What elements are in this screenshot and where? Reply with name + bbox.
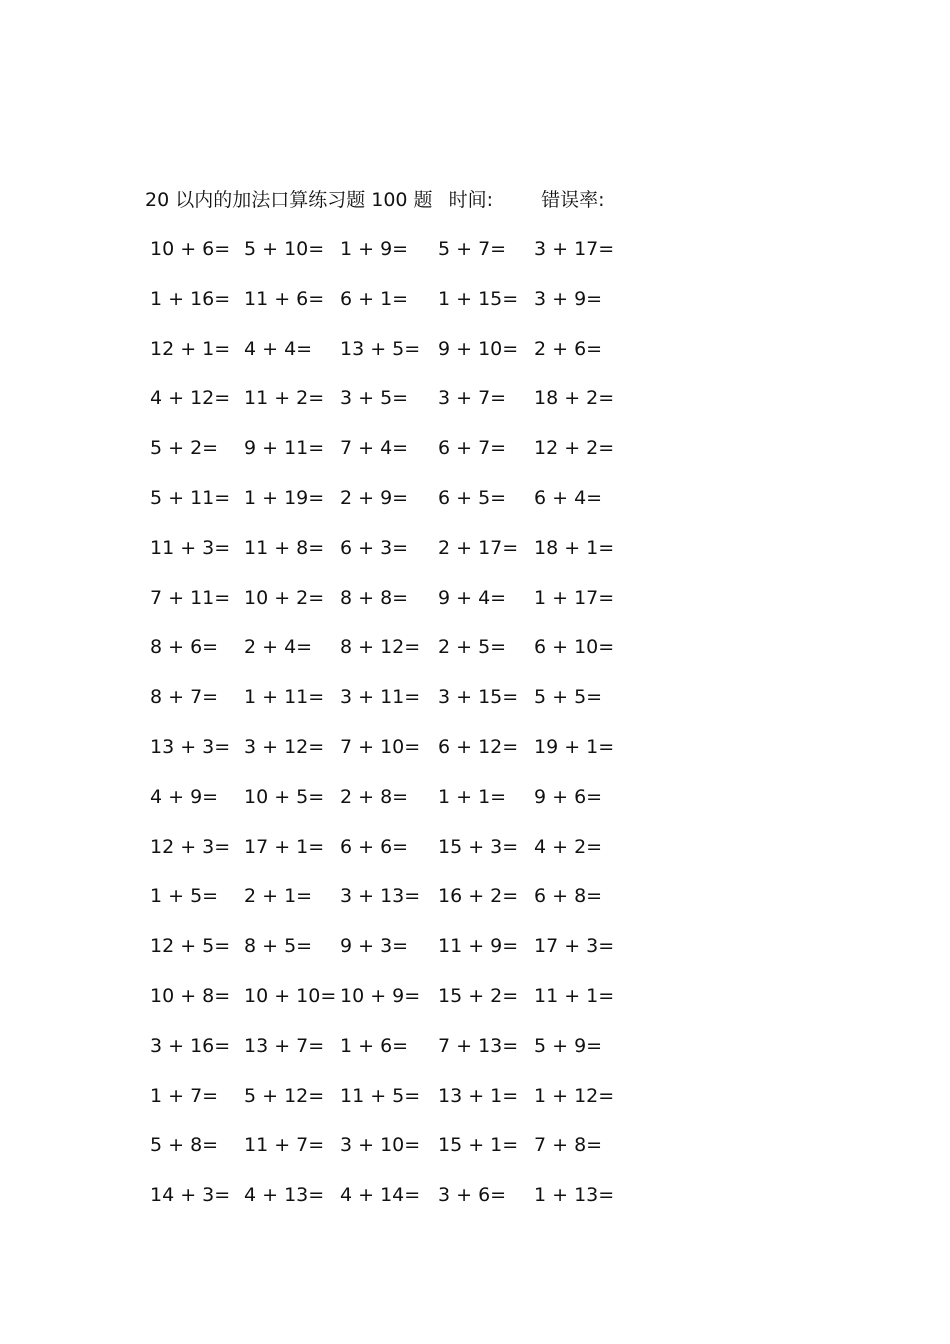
problem-row	[0, 634, 950, 684]
problem-item: 8 + 12=	[340, 636, 421, 659]
problem-item: 3 + 10=	[340, 1134, 421, 1157]
problem-item: 2 + 1=	[244, 885, 313, 908]
problem-item: 8 + 8=	[340, 586, 409, 609]
problem-item: 10 + 5=	[244, 785, 325, 808]
problem-row	[0, 734, 950, 784]
problem-item: 12 + 5=	[150, 935, 231, 958]
problem-item: 6 + 7=	[438, 437, 507, 460]
problem-row	[0, 883, 950, 933]
problem-item: 14 + 3=	[150, 1184, 231, 1207]
problem-item: 4 + 13=	[244, 1184, 325, 1207]
problem-item: 11 + 3=	[150, 536, 231, 559]
problem-item: 12 + 2=	[534, 437, 615, 460]
problem-item: 7 + 13=	[438, 1034, 519, 1057]
problem-item: 6 + 6=	[340, 835, 409, 858]
problem-row	[0, 585, 950, 635]
problem-item: 1 + 1=	[438, 785, 507, 808]
problem-row	[0, 1033, 950, 1083]
problem-item: 17 + 3=	[534, 935, 615, 958]
worksheet-header	[145, 186, 604, 214]
problem-item: 4 + 14=	[340, 1184, 421, 1207]
problem-item: 8 + 6=	[150, 636, 219, 659]
problem-item: 1 + 12=	[534, 1084, 615, 1107]
problem-item: 5 + 2=	[150, 437, 219, 460]
problem-item: 11 + 5=	[340, 1084, 421, 1107]
problem-item: 10 + 9=	[340, 984, 421, 1007]
problem-item: 6 + 10=	[534, 636, 615, 659]
problem-item: 3 + 17=	[534, 238, 615, 260]
problem-item: 1 + 15=	[438, 287, 519, 310]
problem-item: 10 + 2=	[244, 586, 325, 609]
problem-item: 13 + 3=	[150, 735, 231, 758]
problem-item: 11 + 1=	[534, 984, 615, 1007]
problem-item: 5 + 8=	[150, 1134, 219, 1157]
problem-row	[0, 435, 950, 485]
problem-item: 2 + 4=	[244, 636, 313, 659]
problem-item: 3 + 13=	[340, 885, 421, 908]
problem-item: 1 + 6=	[340, 1034, 409, 1057]
problem-item: 3 + 5=	[340, 387, 409, 410]
problem-item: 11 + 9=	[438, 935, 519, 958]
problem-item: 13 + 7=	[244, 1034, 325, 1057]
problem-item: 15 + 3=	[438, 835, 519, 858]
time-label: 时间:	[448, 189, 494, 211]
problem-item: 2 + 8=	[340, 785, 409, 808]
problem-row	[0, 784, 950, 834]
problem-item: 3 + 16=	[150, 1034, 231, 1057]
problem-item: 3 + 6=	[438, 1184, 507, 1207]
problem-row	[0, 1132, 950, 1182]
problem-item: 9 + 4=	[438, 586, 507, 609]
problem-item: 7 + 10=	[340, 735, 421, 758]
problem-item: 6 + 12=	[438, 735, 519, 758]
problem-item: 17 + 1=	[244, 835, 325, 858]
problem-item: 5 + 7=	[438, 238, 507, 260]
problem-item: 11 + 8=	[244, 536, 325, 559]
problem-item: 13 + 1=	[438, 1084, 519, 1107]
problem-row	[0, 834, 950, 884]
problem-item: 5 + 5=	[534, 686, 603, 709]
problem-item: 15 + 2=	[438, 984, 519, 1007]
problem-item: 1 + 11=	[244, 686, 325, 709]
problem-row	[0, 485, 950, 535]
problem-item: 6 + 5=	[438, 486, 507, 509]
problem-item: 5 + 11=	[150, 486, 231, 509]
problem-row	[0, 983, 950, 1033]
problem-item: 4 + 12=	[150, 387, 231, 410]
problem-item: 8 + 5=	[244, 935, 313, 958]
problem-item: 7 + 11=	[150, 586, 231, 609]
problem-item: 10 + 8=	[150, 984, 231, 1007]
problem-item: 6 + 1=	[340, 287, 409, 310]
problem-item: 1 + 5=	[150, 885, 219, 908]
problem-item: 12 + 1=	[150, 337, 231, 360]
problem-item: 12 + 3=	[150, 835, 231, 858]
problem-item: 5 + 9=	[534, 1034, 603, 1057]
problem-row	[0, 286, 950, 336]
problem-item: 1 + 17=	[534, 586, 615, 609]
problem-item: 2 + 17=	[438, 536, 519, 559]
problem-item: 1 + 9=	[340, 238, 409, 260]
problem-item: 3 + 11=	[340, 686, 421, 709]
problem-item: 9 + 3=	[340, 935, 409, 958]
error-rate-label: 错误率:	[541, 189, 605, 211]
problem-item: 9 + 10=	[438, 337, 519, 360]
problem-row	[0, 385, 950, 435]
problem-item: 11 + 6=	[244, 287, 325, 310]
problem-grid	[0, 236, 950, 1232]
problem-item: 4 + 2=	[534, 835, 603, 858]
problem-item: 8 + 7=	[150, 686, 219, 709]
problem-row	[0, 1083, 950, 1133]
problem-row	[0, 336, 950, 386]
problem-item: 9 + 6=	[534, 785, 603, 808]
problem-item: 3 + 9=	[534, 287, 603, 310]
problem-item: 13 + 5=	[340, 337, 421, 360]
problem-item: 7 + 8=	[534, 1134, 603, 1157]
problem-row	[0, 684, 950, 734]
problem-item: 4 + 9=	[150, 785, 219, 808]
problem-item: 11 + 7=	[244, 1134, 325, 1157]
problem-item: 6 + 8=	[534, 885, 603, 908]
problem-item: 11 + 2=	[244, 387, 325, 410]
problem-item: 2 + 6=	[534, 337, 603, 360]
problem-row	[0, 933, 950, 983]
problem-item: 5 + 10=	[244, 238, 325, 260]
problem-item: 7 + 4=	[340, 437, 409, 460]
problem-item: 3 + 7=	[438, 387, 507, 410]
problem-item: 6 + 3=	[340, 536, 409, 559]
problem-item: 3 + 15=	[438, 686, 519, 709]
problem-item: 10 + 10=	[244, 984, 337, 1007]
problem-item: 9 + 11=	[244, 437, 325, 460]
problem-item: 19 + 1=	[534, 735, 615, 758]
worksheet-title: 20 以内的加法口算练习题 100 题	[145, 189, 433, 211]
problem-item: 2 + 9=	[340, 486, 409, 509]
problem-item: 1 + 16=	[150, 287, 231, 310]
problem-row	[0, 535, 950, 585]
problem-item: 4 + 4=	[244, 337, 313, 360]
problem-item: 16 + 2=	[438, 885, 519, 908]
problem-row	[0, 236, 950, 286]
problem-item: 1 + 13=	[534, 1184, 615, 1207]
problem-item: 10 + 6=	[150, 238, 231, 260]
problem-item: 18 + 2=	[534, 387, 615, 410]
problem-item: 3 + 12=	[244, 735, 325, 758]
problem-item: 5 + 12=	[244, 1084, 325, 1107]
problem-item: 2 + 5=	[438, 636, 507, 659]
problem-item: 18 + 1=	[534, 536, 615, 559]
problem-item: 1 + 7=	[150, 1084, 219, 1107]
problem-item: 6 + 4=	[534, 486, 603, 509]
problem-item: 15 + 1=	[438, 1134, 519, 1157]
problem-item: 1 + 19=	[244, 486, 325, 509]
problem-row	[0, 1182, 950, 1232]
